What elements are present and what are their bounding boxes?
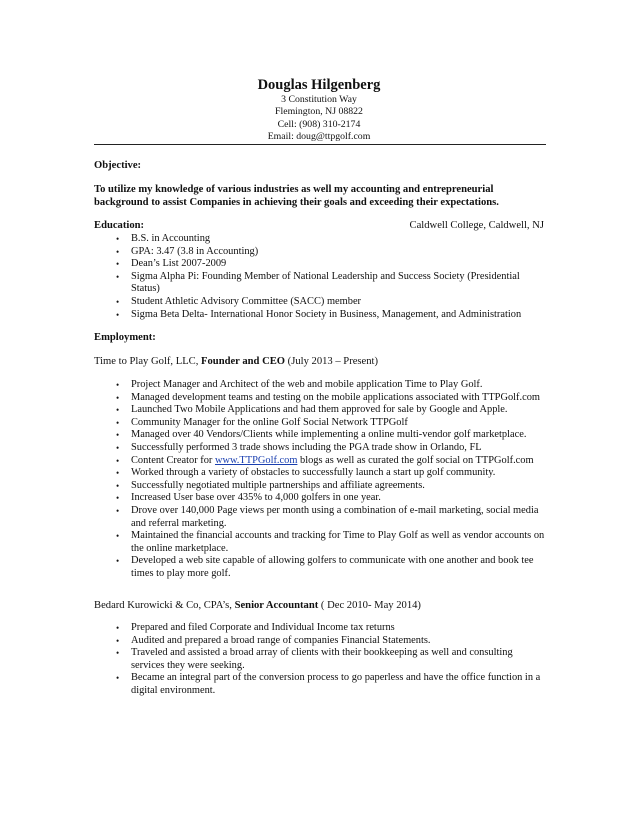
bullet-icon: • — [116, 392, 120, 403]
list-item: • Dean’s List 2007-2009 — [116, 258, 227, 270]
list-item: • Content Creator for www.TTPGolf.com blogs as well as curated the golf social on TTPGolf.com — [116, 454, 534, 466]
list-item: • Managed development teams and testing on the mobile applications associated with TTPGolf.com — [116, 391, 540, 403]
list-item: • Sigma Alpha Pi: Founding Member of National Leadership and Success Society (Presidential Status) — [116, 270, 520, 295]
bullet-icon: • — [116, 417, 120, 428]
job2-list — [94, 622, 546, 698]
list-item: • Community Manager for the online Golf Social Network TTPGolf — [116, 416, 408, 428]
bullet-icon: • — [116, 648, 120, 659]
job1-dates: (July 2013 – Present) — [285, 356, 379, 367]
list-item: • Became an integral part of the conversion process to go paperless and have the office function in a digital environment. — [116, 672, 541, 696]
education-heading: Education: — [94, 220, 145, 231]
bullet-icon: • — [116, 480, 120, 491]
bullet-icon: • — [116, 505, 120, 516]
bullet-icon: • — [116, 531, 120, 542]
employment-heading: Employment: — [94, 332, 156, 343]
job2-dates: ( Dec 2010- May 2014) — [318, 600, 421, 611]
candidate-name: Douglas Hilgenberg — [257, 77, 381, 93]
bullet-icon: • — [116, 405, 120, 416]
objective-text: To utilize my knowledge of various industries as well my accounting and entrepreneurial background to assist Companies in achieving their goals and exceeding their expectations. — [94, 184, 499, 208]
bullet-icon: • — [116, 309, 120, 320]
education-list — [94, 233, 546, 321]
bullet-icon: • — [116, 556, 120, 567]
list-item: • Student Athletic Advisory Committee (SACC) member — [116, 295, 362, 307]
bullet-icon: • — [116, 635, 120, 646]
bullet-icon: • — [116, 246, 120, 257]
job2-company: Bedard Kurowicki & Co, CPA’s, — [94, 600, 235, 611]
list-item: • Managed over 40 Vendors/Clients while implementing a online multi-vendor golf marketplace. — [116, 429, 527, 441]
bullet-icon: • — [116, 623, 120, 633]
job1-header — [94, 355, 546, 368]
bullet-icon: • — [116, 455, 120, 466]
ttpgolf-link[interactable]: www.TTPGolf.com — [214, 454, 298, 466]
job1-company: Time to Play Golf, LLC, — [94, 356, 202, 367]
email-line: Email: doug@ttpgolf.com — [267, 130, 371, 142]
address-line: 3 Constitution Way — [281, 94, 357, 105]
bullet-icon: • — [116, 468, 120, 479]
cell-line: Cell: (908) 310-2174 — [277, 118, 361, 130]
list-item: • Successfully negotiated multiple partnerships and affiliate agreements. — [116, 479, 425, 491]
list-item: • Launched Two Mobile Applications and had them approved for sale by Google and Apple. — [116, 404, 508, 416]
list-item: • Project Manager and Architect of the web and mobile application Time to Play Golf. — [116, 379, 483, 390]
city-line: Flemington, NJ 08822 — [275, 106, 363, 118]
list-item: • Sigma Beta Delta- International Honor Society in Business, Management, and Administration — [116, 308, 522, 320]
job1-title: Founder and CEO — [201, 356, 286, 367]
header-divider — [94, 144, 546, 145]
resume-header — [0, 76, 638, 143]
list-item: • Successfully performed 3 trade shows including the PGA trade show in Orlando, FL — [116, 441, 482, 453]
objective-heading: Objective: — [94, 160, 142, 171]
list-item: • Drove over 140,000 Page views per month using a combination of e-mail marketing, social media and referral marketing. — [116, 504, 539, 529]
bullet-icon: • — [116, 259, 120, 270]
bullet-icon: • — [116, 296, 120, 307]
bullet-icon: • — [116, 271, 120, 282]
job2-title: Senior Accountant — [234, 600, 319, 611]
list-item: • GPA: 3.47 (3.8 in Accounting) — [116, 245, 259, 257]
bullet-icon: • — [116, 380, 120, 390]
bullet-icon: • — [116, 673, 120, 684]
education-row — [94, 219, 546, 232]
list-item: • Increased User base over 435% to 4,000 golfers in one year. — [116, 492, 381, 504]
education-school: Caldwell College, Caldwell, NJ — [409, 220, 544, 231]
bullet-icon: • — [116, 234, 120, 244]
job2-header — [94, 599, 546, 612]
list-item: • Audited and prepared a broad range of companies Financial Statements. — [116, 634, 431, 646]
bullet-icon: • — [116, 442, 120, 453]
bullet-icon: • — [116, 430, 120, 441]
list-item: • Traveled and assisted a broad array of clients with their bookkeeping as well and consulting services they were seeking. — [116, 647, 513, 671]
bullet-icon: • — [116, 493, 120, 504]
list-item: • B.S. in Accounting — [116, 233, 211, 244]
list-item: • Prepared and filed Corporate and Individual Income tax returns — [116, 622, 395, 633]
list-item: • Maintained the financial accounts and tracking for Time to Play Golf as well as vendor accounts on the online marketplace. — [116, 530, 545, 554]
job1-list — [94, 379, 546, 581]
list-item: • Developed a web site capable of allowing golfers to communicate with one another and book tee times to play more golf. — [116, 555, 534, 579]
list-item: • Worked through a variety of obstacles to successfully launch a start up golf community. — [116, 467, 496, 479]
